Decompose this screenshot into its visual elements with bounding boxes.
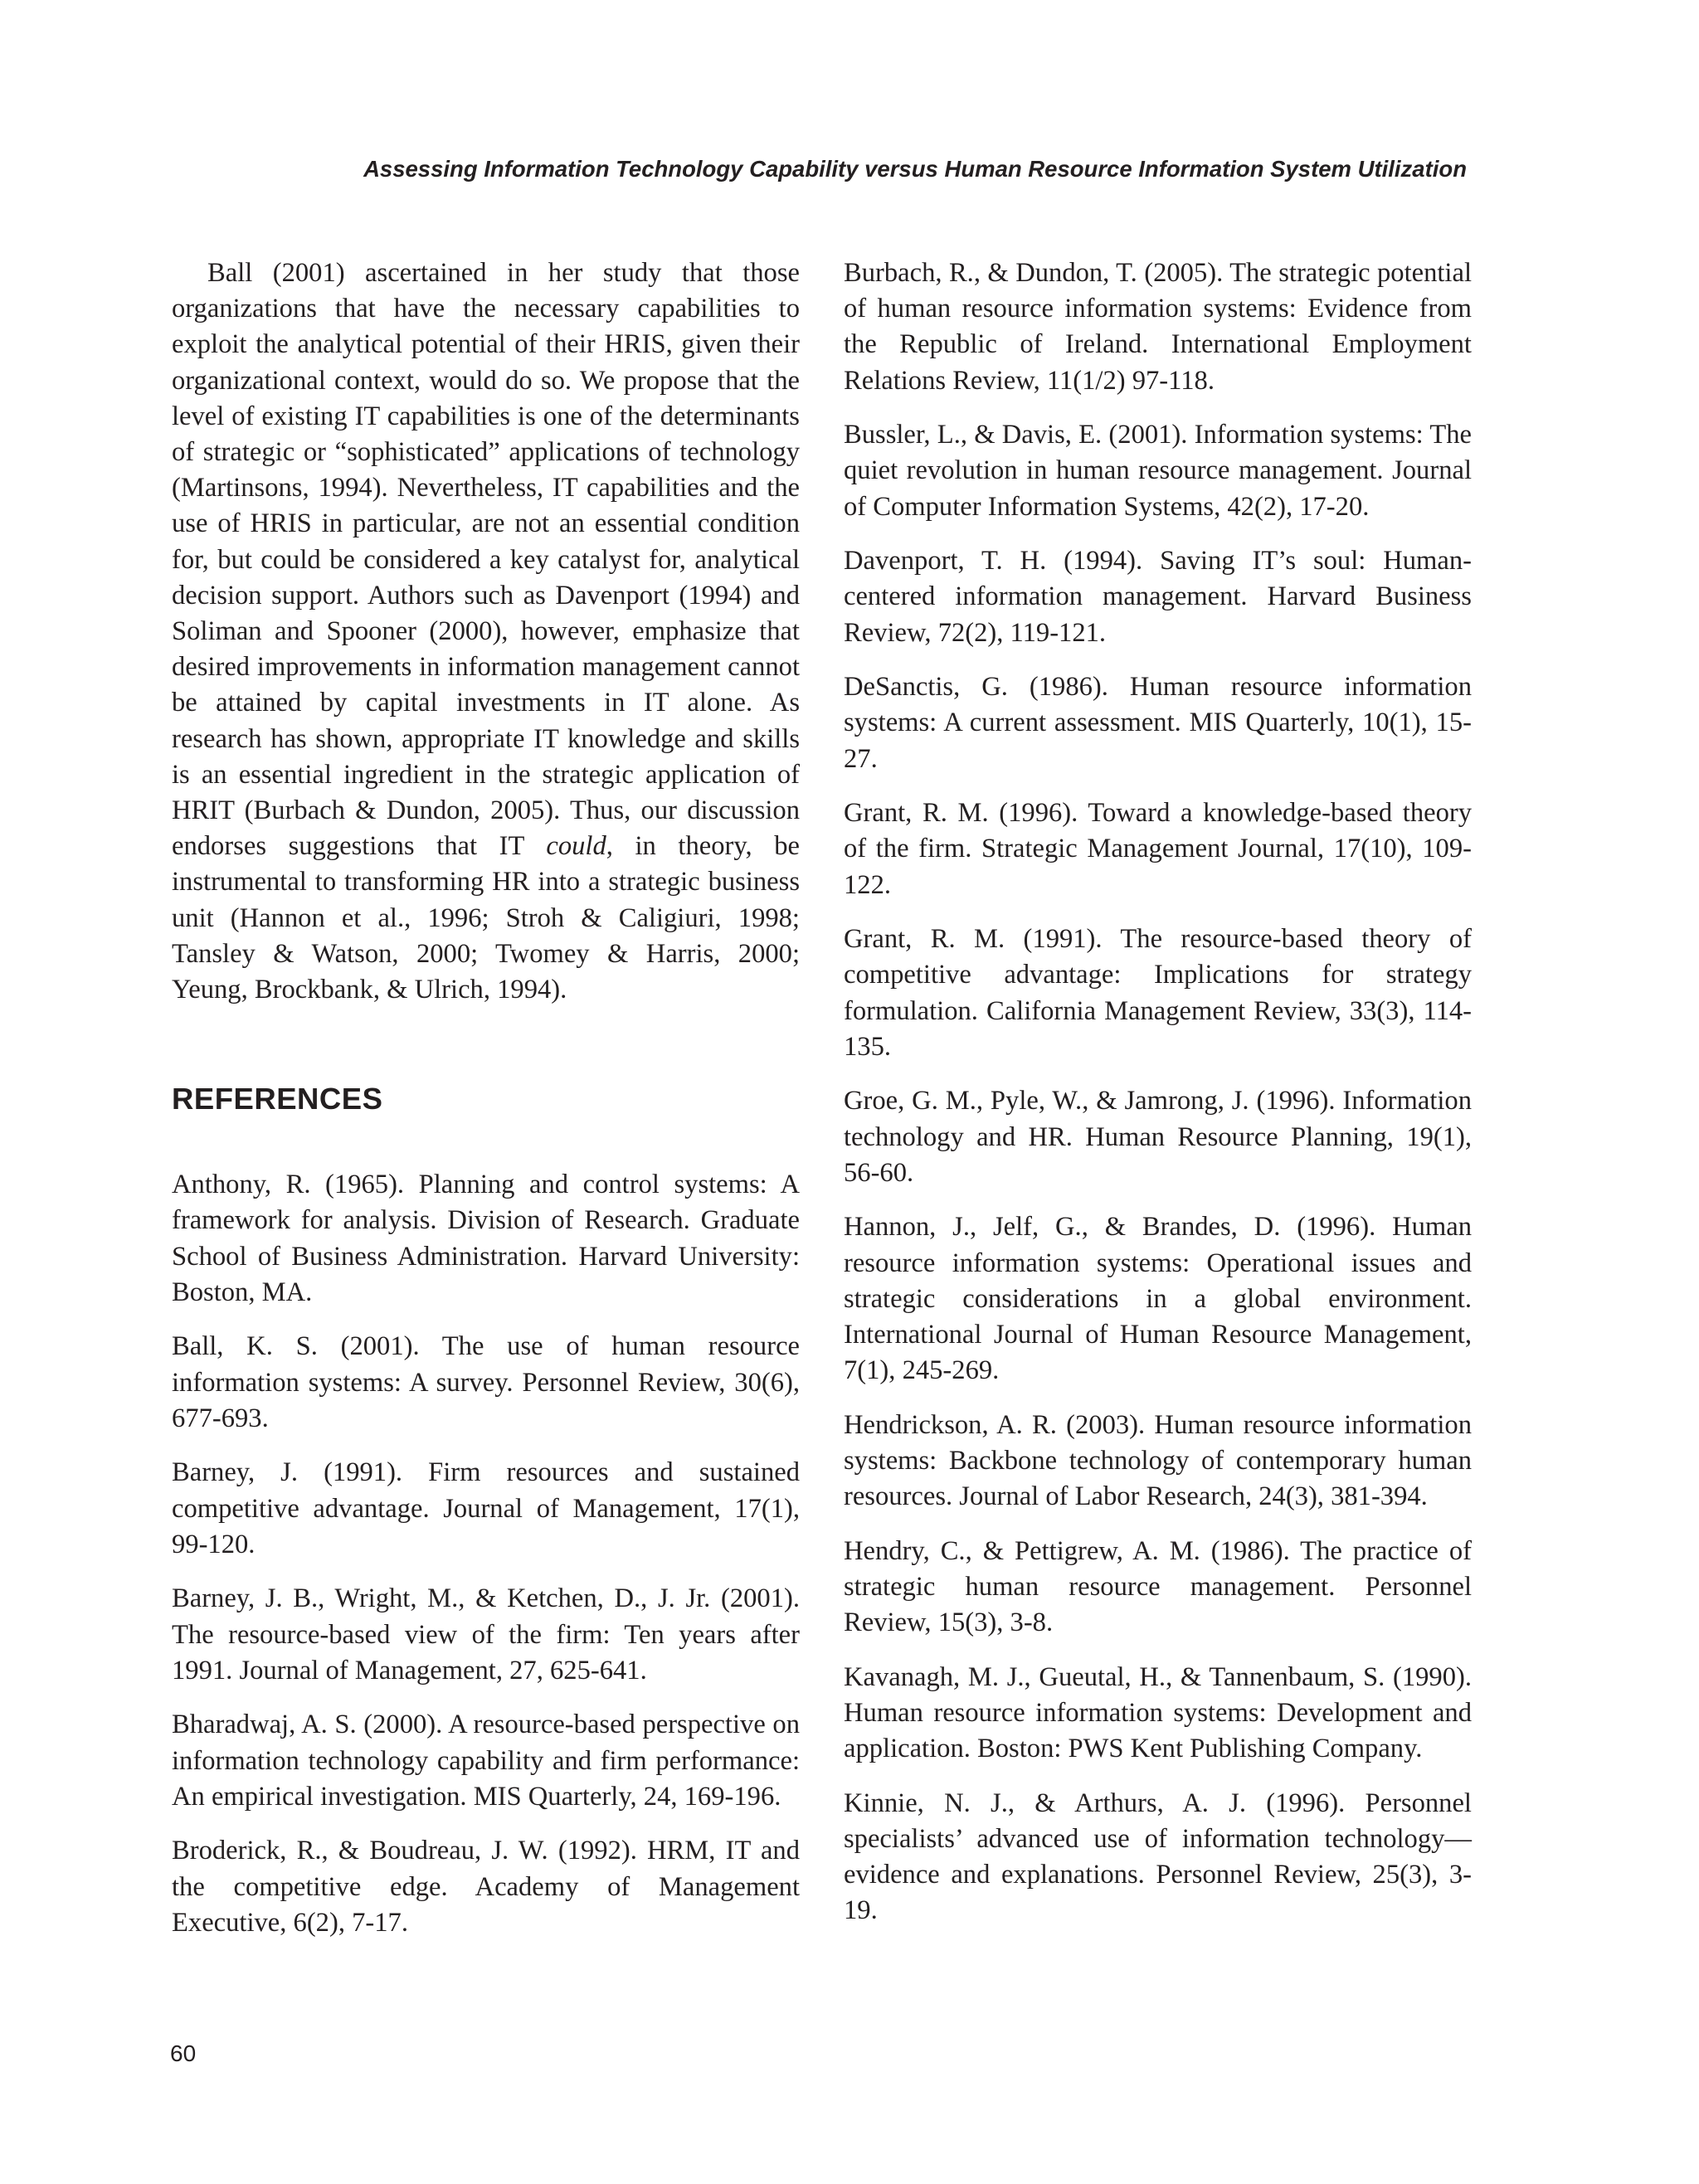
- references-heading: REFERENCES: [172, 1082, 383, 1116]
- reference-item: Hannon, J., Jelf, G., & Brandes, D. (1996). Human resource information systems: Operational issues and strategic considerations in a global environment. International Journal of Human Resource Management, 7(1), 245-269.: [844, 1212, 1472, 1386]
- reference-item: Davenport, T. H. (1994). Saving IT’s soul: Human-centered information management. Harvard Business Review, 72(2), 119-121.: [844, 546, 1472, 648]
- emphasis-text: could: [546, 831, 606, 862]
- reference-item: Grant, R. M. (1996). Toward a knowledge-based theory of the firm. Strategic Management Journal, 17(10), 109-122.: [844, 798, 1472, 900]
- right-column: [844, 255, 1472, 1948]
- reference-item: Grant, R. M. (1991). The resource-based theory of competitive advantage: Implications for strategy formulation. California Management Review, 33(3), 114-135.: [844, 924, 1472, 1062]
- reference-item: Bussler, L., & Davis, E. (2001). Information systems: The quiet revolution in human resource management. Journal of Computer Information Systems, 42(2), 17-20.: [844, 420, 1472, 522]
- reference-item: Kinnie, N. J., & Arthurs, A. J. (1996). Personnel specialists’ advanced use of information technology—evidence and explanations. Personnel Review, 25(3), 3-19.: [844, 1788, 1472, 1926]
- left-column: [172, 255, 800, 1959]
- page-number: 60: [170, 2041, 197, 2066]
- reference-item: Barney, J. (1991). Firm resources and sustained competitive advantage. Journal of Management, 17(1), 99-120.: [172, 1457, 800, 1559]
- body-text-start: Ball (2001) ascertained in her study that those organizations that have the necessary capabilities to exploit the analytical potential of their HRIS, given their organizational context, would do so. We propose that the level of existing IT capabilities is one of the determinants of strategic or “sophisticated” applications of technology (Martinsons, 1994). Nevertheless, IT capabilities and the use of HRIS in particular, are not an essential condition for, but could be considered a key catalyst for, analytical decision support. Authors such as Davenport (1994) and Soliman and Spooner (2000), however, emphasize that desired improvements in information management cannot be attained by capital investments in IT alone. As research has shown, appropriate IT knowledge and skills is an essential ingredient in the strategic application of HRIT (Burbach & Dundon, 2005). Thus, our discussion endorses suggestions that IT: [172, 258, 800, 862]
- reference-item: Hendrickson, A. R. (2003). Human resource information systems: Backbone technology of contemporary human resources. Journal of Labor Research, 24(3), 381-394.: [844, 1409, 1472, 1512]
- reference-item: DeSanctis, G. (1986). Human resource information systems: A current assessment. MIS Quarterly, 10(1), 15-27.: [844, 672, 1472, 774]
- reference-item: Hendry, C., & Pettigrew, A. M. (1986). The practice of strategic human resource management. Personnel Review, 15(3), 3-8.: [844, 1535, 1472, 1638]
- reference-item: Groe, G. M., Pyle, W., & Jamrong, J. (1996). Information technology and HR. Human Resource Planning, 19(1), 56-60.: [844, 1086, 1472, 1188]
- references-list-right: [844, 255, 1472, 1929]
- body-text-end: , in theory, be instrumental to transforming HR into a strategic business unit (Hannon et al., 1996; Stroh & Caligiuri, 1998; Tansley & Watson, 2000; Twomey & Harris, 2000; Yeung, Brockbank, & Ulrich, 1994).: [172, 831, 800, 1005]
- running-header: Assessing Information Technology Capability versus Human Resource Information System Utilization: [363, 156, 1467, 182]
- reference-item: Anthony, R. (1965). Planning and control systems: A framework for analysis. Division of Research. Graduate School of Business Administration. Harvard University: Boston, MA.: [172, 1170, 800, 1307]
- body-paragraph: [172, 255, 800, 1008]
- reference-item: Broderick, R., & Boudreau, J. W. (1992). HRM, IT and the competitive edge. Academy of Management Executive, 6(2), 7-17.: [172, 1836, 800, 1938]
- references-list-left: [172, 1167, 800, 1941]
- reference-item: Ball, K. S. (2001). The use of human resource information systems: A survey. Personnel Review, 30(6), 677-693.: [172, 1331, 800, 1433]
- reference-item: Barney, J. B., Wright, M., & Ketchen, D., J. Jr. (2001). The resource-based view of the firm: Ten years after 1991. Journal of Management, 27, 625-641.: [172, 1583, 800, 1685]
- reference-item: Burbach, R., & Dundon, T. (2005). The strategic potential of human resource information systems: Evidence from the Republic of Ireland. International Employment Relations Review, 11(1/2) 97-118.: [844, 258, 1472, 396]
- reference-item: Bharadwaj, A. S. (2000). A resource-based perspective on information technology capability and firm performance: An empirical investigation. MIS Quarterly, 24, 169-196.: [172, 1710, 800, 1812]
- reference-item: Kavanagh, M. J., Gueutal, H., & Tannenbaum, S. (1990). Human resource information systems: Development and application. Boston: PWS Kent Publishing Company.: [844, 1661, 1472, 1764]
